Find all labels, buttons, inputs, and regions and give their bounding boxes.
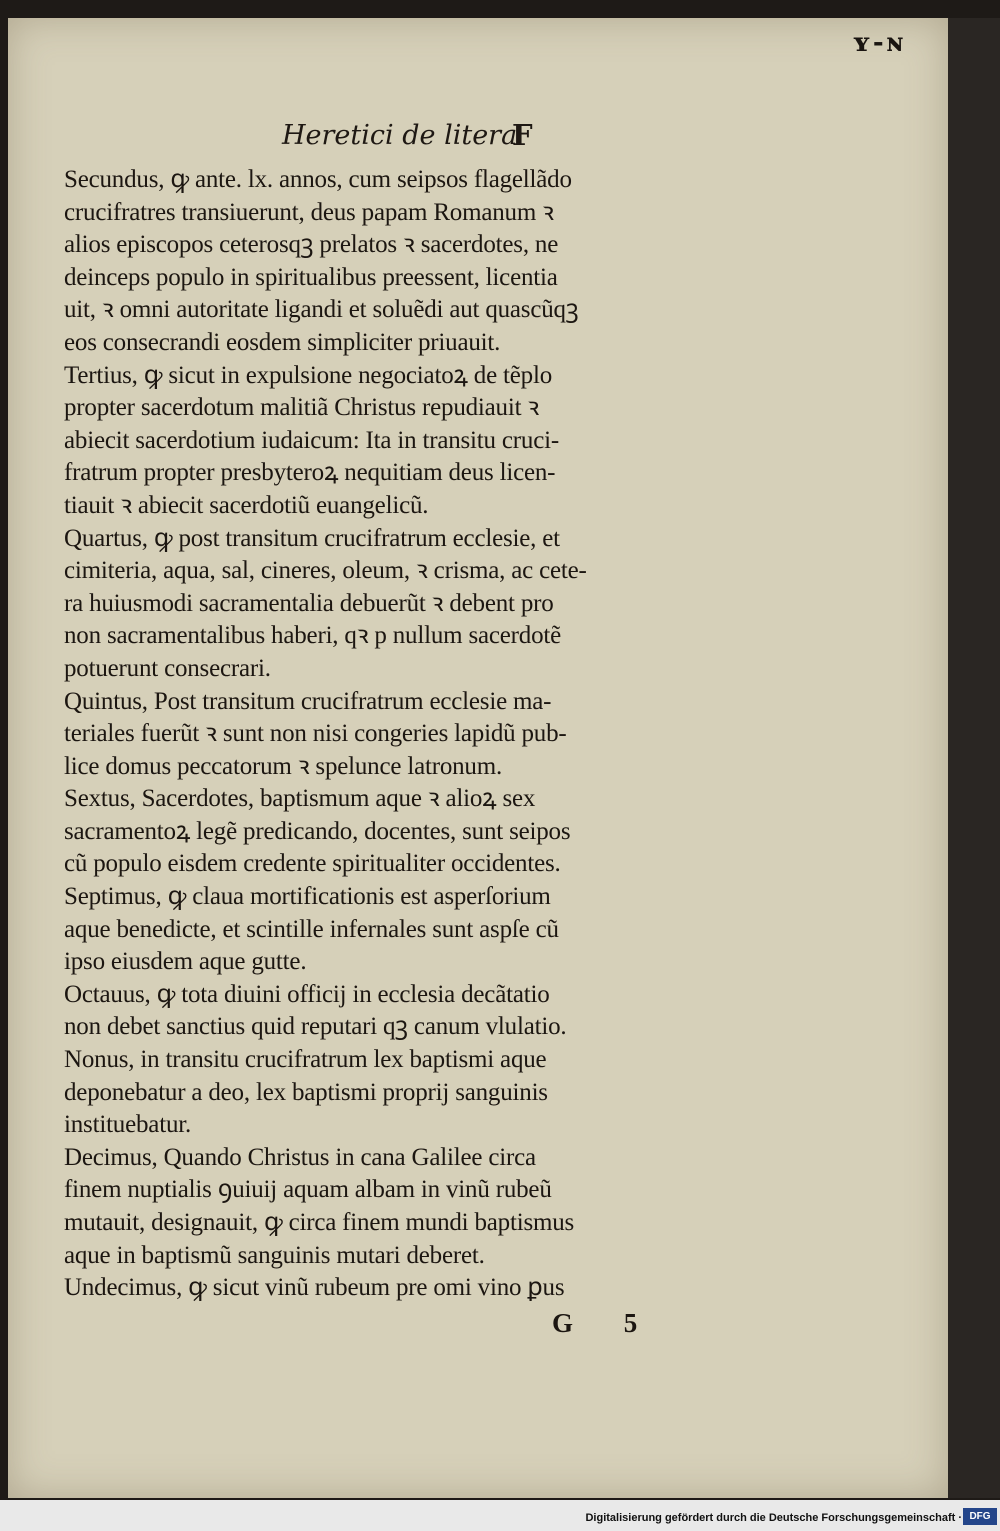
text-line: cũ populo eisdem credente spiritualiter occidentes. <box>64 850 561 878</box>
text-line: ra huiusmodi sacramentalia debuerũt ꝛ debent pro <box>64 589 554 617</box>
scan-edge <box>948 18 1000 1498</box>
text-line: Decimus, Quando Christus in cana Galilee circa <box>64 1143 536 1171</box>
page-signature: G 5 <box>552 1308 660 1338</box>
text-line: Quintus, Post transitum crucifratrum ecclesie ma- <box>64 687 552 715</box>
text-line: propter sacerdotum malitiã Christus repudiauit ꝛ <box>64 394 540 422</box>
text-line: Tertius, ꝙ sicut in expulsione negociatoꝝ de tẽplo <box>64 361 553 389</box>
text-line: Secundus, ꝙ ante. lx. annos, cum seipsos flagellãdo <box>64 166 572 193</box>
text-line: tiauit ꝛ abiecit sacerdotiũ euangelicũ. <box>64 491 429 519</box>
text-line: lice domus peccatorum ꝛ spelunce latronum. <box>64 752 503 780</box>
text-line: deinceps populo in spiritualibus preessent, licentia <box>64 263 558 291</box>
main-text <box>64 164 754 1305</box>
text-line: uit, ꝛ omni autoritate ligandi et soluẽdi aut quascũqꝫ <box>64 296 579 324</box>
text-line: ipso eiusdem aque gutte. <box>64 948 307 976</box>
text-line: sacramentoꝝ legẽ predicando, docentes, sunt seipos <box>64 817 571 845</box>
text-line: Undecimus, ꝙ sicut vinũ rubeum pre omi vino ꝑus <box>64 1274 565 1302</box>
funding-note: Digitalisierung gefördert durch die Deutsche Forschungsgemeinschaft · <box>585 1512 962 1524</box>
text-line: crucifratres transiuerunt, deus papam Romanum ꝛ <box>64 198 554 226</box>
text-line: teriales fuerũt ꝛ sunt non nisi congeries lapidũ pub- <box>64 720 567 748</box>
corner-mark: ʏ-ɴ <box>852 28 907 58</box>
text-line: non debet sanctius quid reputari qꝫ canum vlulatio. <box>64 1013 567 1041</box>
text-line: mutauit, designauit, ꝙ circa finem mundi baptismus <box>64 1209 575 1236</box>
text-line: cimiteria, aqua, sal, cineres, oleum, ꝛ crisma, ac cete- <box>64 557 587 585</box>
dfg-logo: DFG <box>963 1508 997 1525</box>
text-line: aque benedicte, et scintille infernales sunt aspſe cũ <box>64 915 559 943</box>
text-line: fratrum propter presbyteroꝝ nequitiam deus licen- <box>64 459 556 487</box>
text-line: finem nuptialis ꝯuiuij aquam albam in vinũ rubeũ <box>64 1176 552 1204</box>
text-line: Nonus, in transitu crucifratrum lex baptismi aque <box>64 1046 547 1074</box>
text-line: Septimus, ꝙ claua mortificationis est asperſorium <box>64 883 551 911</box>
text-line: abiecit sacerdotium iudaicum: Ita in transitu cruci- <box>64 426 559 454</box>
text-line: Octauus, ꝙ tota diuini officij in ecclesia decãtatio <box>64 980 550 1008</box>
text-line: non sacramentalibus haberi, qꝛ p nullum sacerdotẽ <box>64 622 562 650</box>
text-line: instituebatur. <box>64 1111 192 1139</box>
text-line: Quartus, ꝙ post transitum crucifratrum ecclesie, et <box>64 524 560 552</box>
text-line: Sextus, Sacerdotes, baptismum aque ꝛ alioꝝ sex <box>64 785 536 813</box>
text-line: deponebatur a deo, lex baptismi proprij sanguinis <box>64 1078 548 1106</box>
signature-letter: F <box>512 118 533 152</box>
text-line: alios episcopos ceterosqꝫ prelatos ꝛ sacerdotes, ne <box>64 231 559 259</box>
running-head: Heretici de litera <box>282 120 518 151</box>
text-line: aque in baptismũ sanguinis mutari deberet. <box>64 1241 485 1269</box>
text-line: eos consecrandi eosdem simpliciter priuauit. <box>64 328 501 356</box>
text-line: potuerunt consecrari. <box>64 654 271 682</box>
